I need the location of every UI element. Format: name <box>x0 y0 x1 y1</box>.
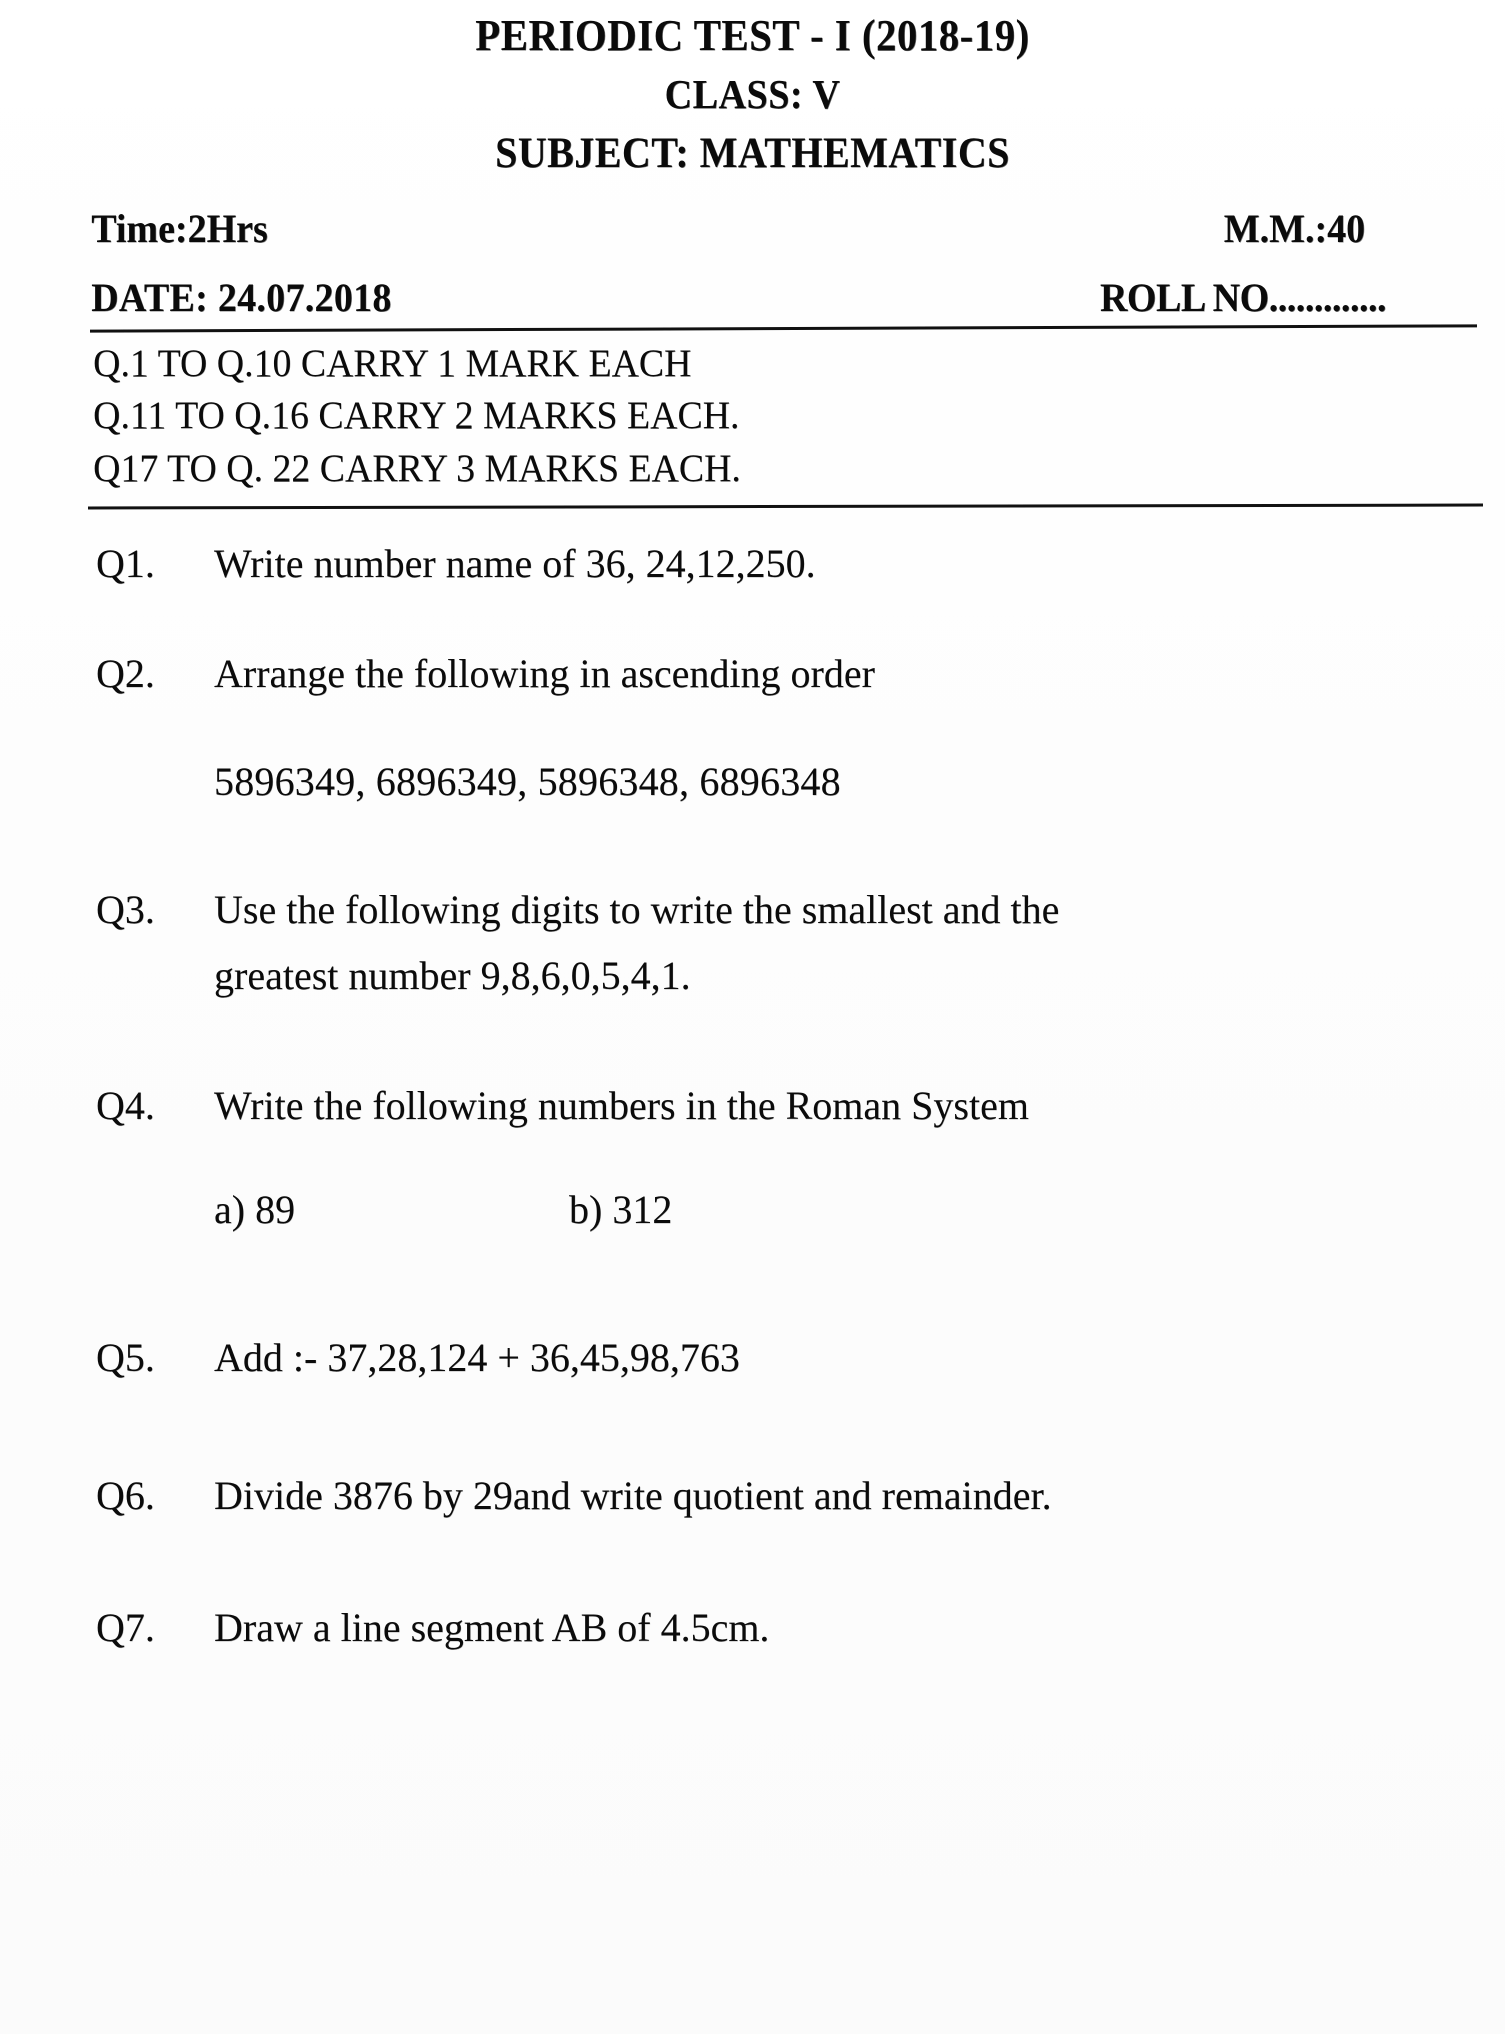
question-body <box>214 648 1465 808</box>
time-label: Time:2Hrs <box>91 206 268 251</box>
class-line: CLASS: V <box>664 71 841 117</box>
question-body <box>214 1602 1465 1654</box>
question-text: Arrange the following in ascending order <box>214 650 875 696</box>
instruction-line-3: Q17 TO Q. 22 CARRY 3 MARKS EACH. <box>93 446 741 490</box>
max-marks-label: M.M.:40 <box>1223 206 1366 251</box>
date-roll-row <box>0 274 1430 321</box>
question-item <box>96 648 1465 808</box>
option-a: a) 89 <box>214 1186 296 1232</box>
instructions-divider-rule <box>88 503 1483 509</box>
question-item <box>96 1470 1465 1522</box>
question-text-continued: greatest number 9,8,6,0,5,4,1. <box>214 952 691 998</box>
question-text: Draw a line segment AB of 4.5cm. <box>214 1604 770 1650</box>
question-item <box>96 1602 1465 1654</box>
question-body <box>214 1080 1465 1236</box>
question-text: Add :- 37,28,124 + 36,45,98,763 <box>214 1334 740 1380</box>
questions-list <box>0 538 1505 1654</box>
question-options <box>214 1184 1465 1236</box>
question-number: Q5. <box>96 1334 155 1380</box>
subject-line: SUBJECT: MATHEMATICS <box>495 130 1010 177</box>
marks-instructions <box>0 330 1460 495</box>
option-b: b) 312 <box>569 1186 673 1232</box>
instruction-line-1: Q.1 TO Q.10 CARRY 1 MARK EACH <box>93 342 692 385</box>
question-body <box>214 1332 1465 1384</box>
question-item <box>96 538 1465 590</box>
time-marks-row <box>0 205 1430 252</box>
question-number: Q4. <box>96 1082 155 1128</box>
question-number: Q1. <box>96 540 155 586</box>
question-body <box>214 538 1465 590</box>
question-item <box>96 1080 1465 1236</box>
question-body <box>214 884 1465 1002</box>
question-number: Q7. <box>96 1604 155 1650</box>
question-number: Q2. <box>96 650 155 696</box>
question-item <box>96 1332 1465 1384</box>
roll-no-field[interactable]: ROLL NO............. <box>1099 275 1387 320</box>
question-numbers-list: 5896349, 6896349, 5896348, 6896348 <box>214 758 841 804</box>
question-text: Use the following digits to write the smallest and the <box>214 886 1060 932</box>
question-text: Write the following numbers in the Roman System <box>214 1082 1029 1128</box>
paper-title: PERIODIC TEST - I (2018-19) <box>475 11 1030 60</box>
date-label: DATE: 24.07.2018 <box>91 275 392 320</box>
paper-header <box>0 11 1505 177</box>
question-number: Q3. <box>96 886 155 932</box>
question-item <box>96 884 1465 1002</box>
question-body <box>214 1470 1465 1522</box>
question-number: Q6. <box>96 1472 155 1518</box>
question-text: Write number name of 36, 24,12,250. <box>214 540 816 586</box>
instruction-line-2: Q.11 TO Q.16 CARRY 2 MARKS EACH. <box>93 394 740 438</box>
question-text: Divide 3876 by 29and write quotient and remainder. <box>214 1472 1052 1518</box>
